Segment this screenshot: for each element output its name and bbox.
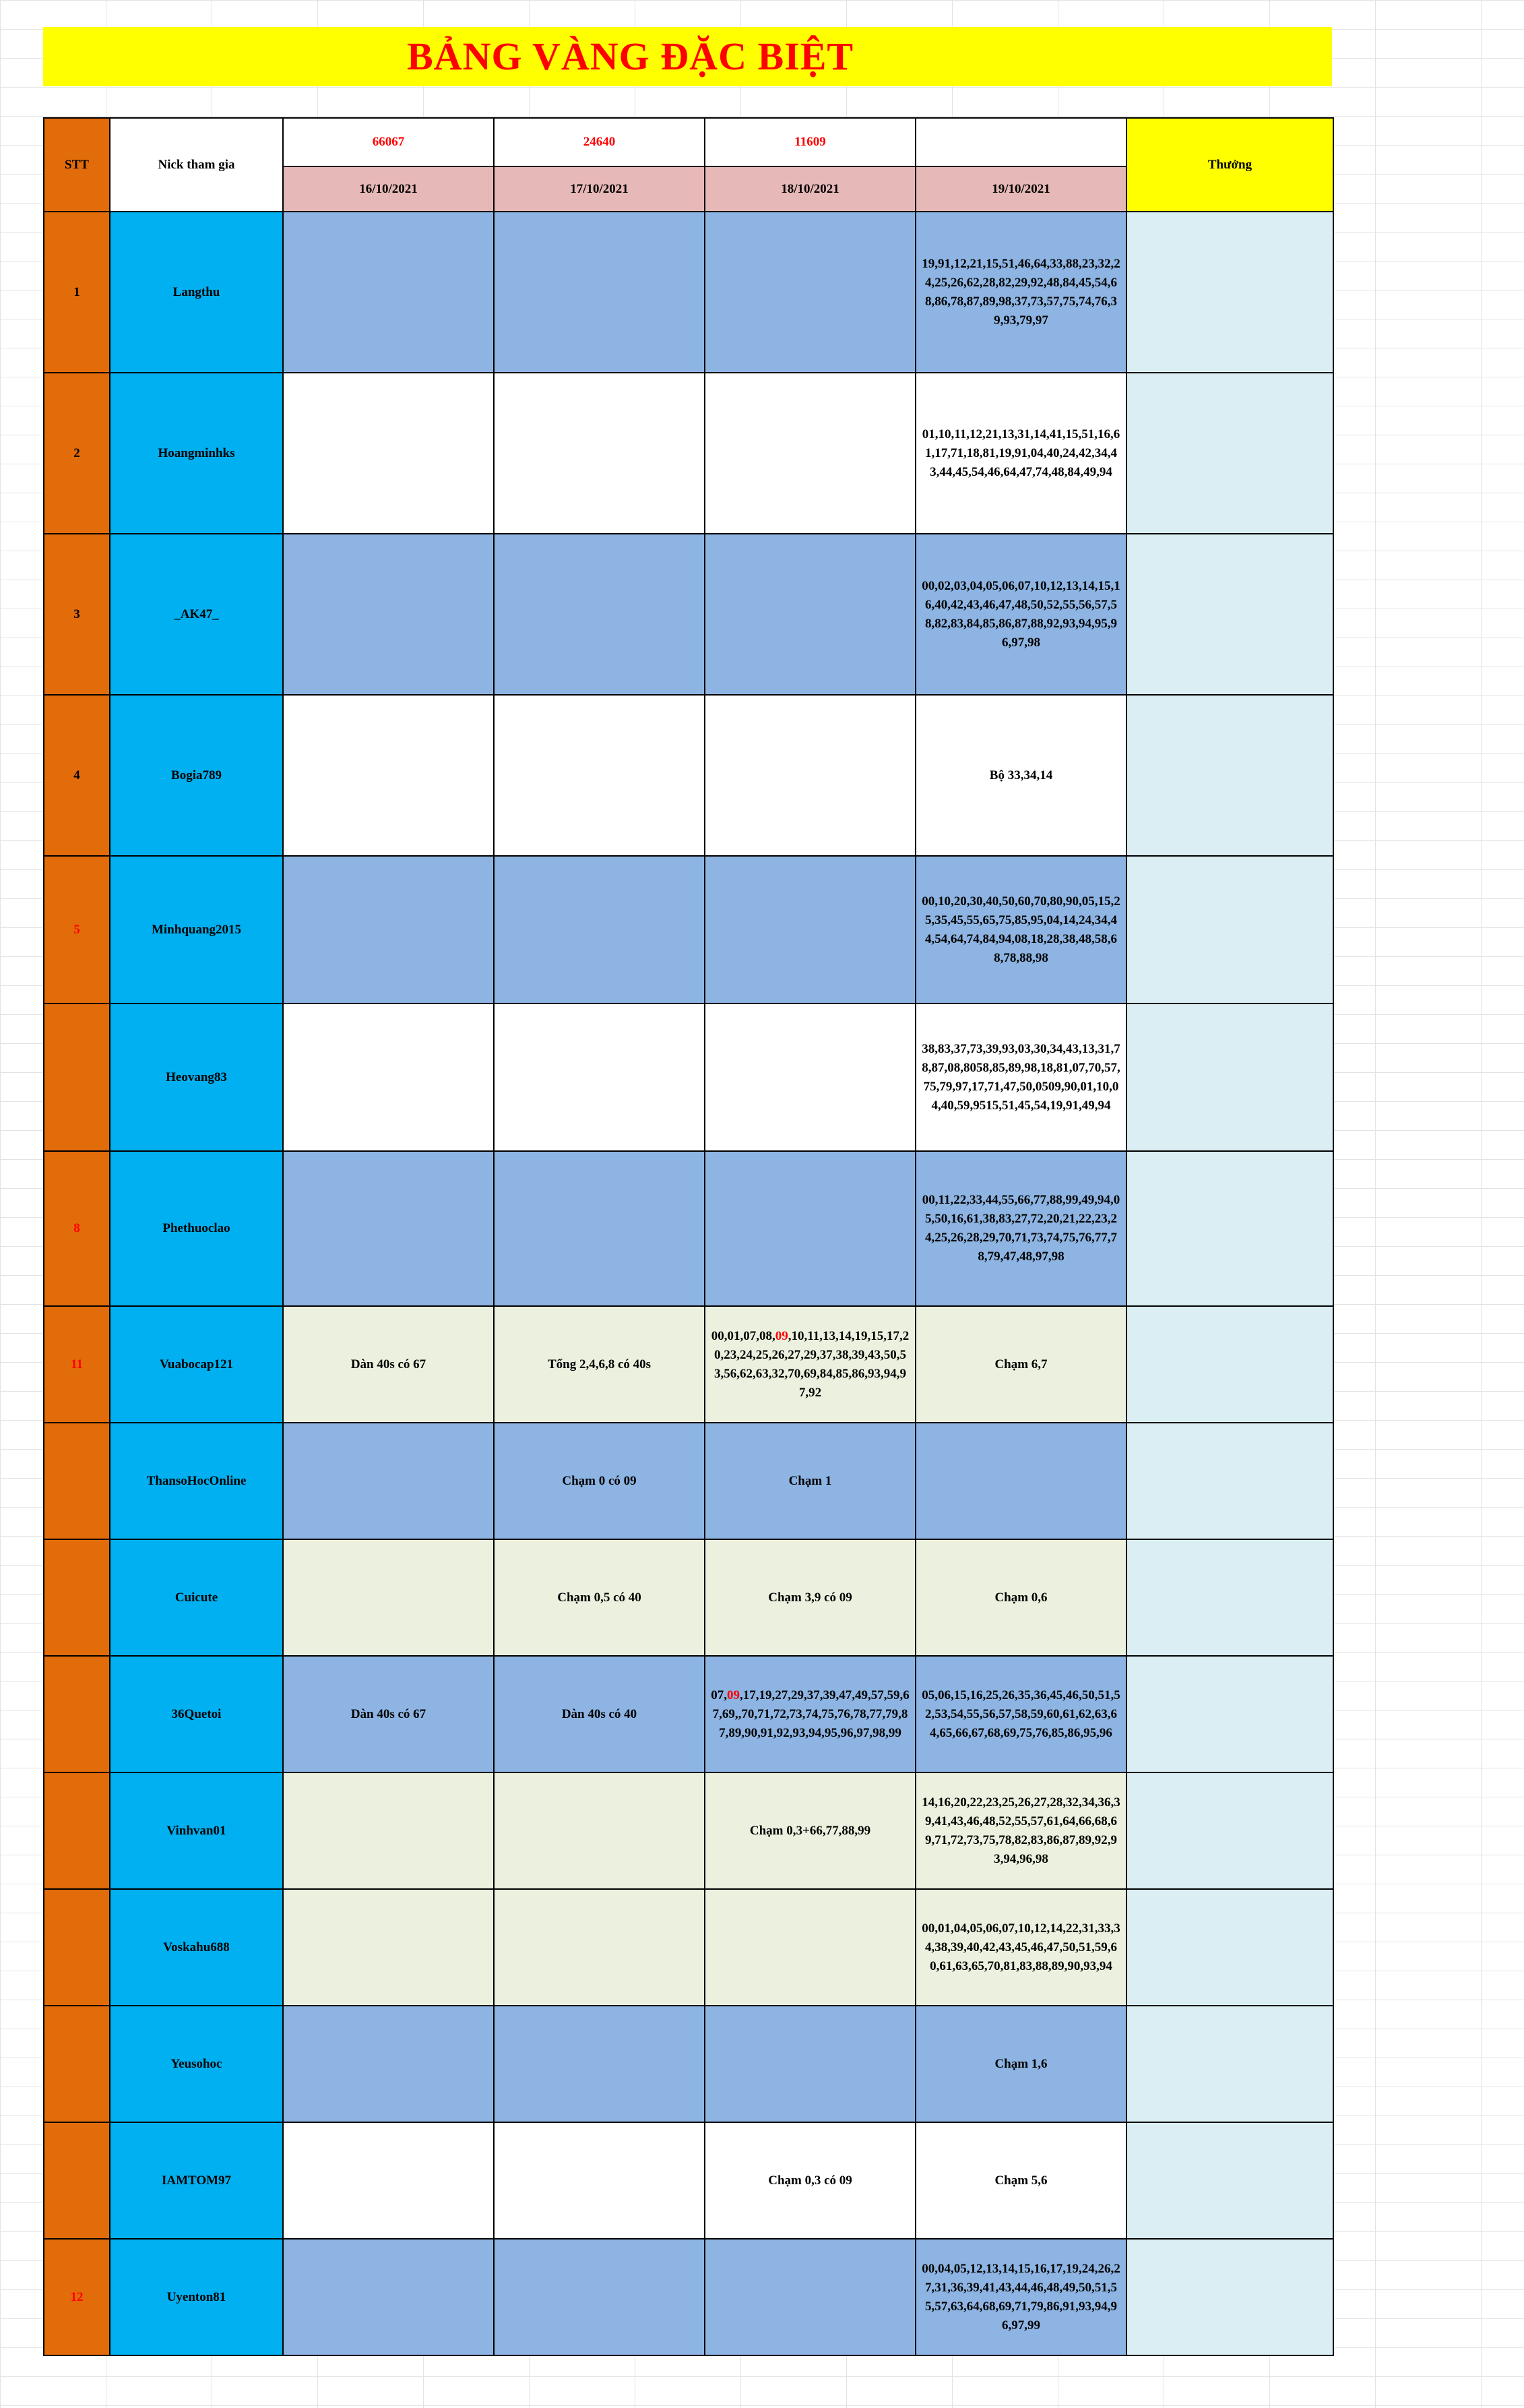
entry-cell-d2 [494, 856, 705, 1004]
entry-cell-d1 [283, 2006, 494, 2122]
entry-cell-d1 [283, 695, 494, 856]
reward-cell [1126, 1306, 1333, 1423]
entry-cell-d3 [705, 1656, 916, 1772]
entry-cell-d1 [283, 2122, 494, 2239]
reward-cell [1126, 1772, 1333, 1889]
nick-cell: Bogia789 [110, 695, 283, 856]
entry-cell-d1 [283, 373, 494, 534]
reward-cell [1126, 212, 1333, 373]
entry-cell-d2 [494, 695, 705, 856]
header-nick: Nick tham gia [110, 118, 283, 212]
nick-cell: 36Quetoi [110, 1656, 283, 1772]
entry-cell-d3 [705, 373, 916, 534]
reward-cell [1126, 695, 1333, 856]
nick-cell: Cuicute [110, 1539, 283, 1656]
entry-cell-d4: 38,83,37,73,39,93,03,30,34,43,13,31,78,87,08,8058,85,89,98,18,81,07,70,57,75,79,97,17,71,47,50,0509,90,01,10,04,40,59,9515,51,45,54,19,91,49,94 [916, 1004, 1126, 1151]
entry-cell-d4: Chạm 1,6 [916, 2006, 1126, 2122]
table-row [44, 1539, 1333, 1656]
header-result-4 [916, 118, 1126, 166]
table-row [44, 695, 1333, 856]
entry-cell-d1: Dàn 40s có 67 [283, 1306, 494, 1423]
nick-cell: Hoangminhks [110, 373, 283, 534]
entry-cell-d2 [494, 1772, 705, 1889]
entry-cell-d3 [705, 856, 916, 1004]
entry-cell-d2 [494, 1151, 705, 1306]
reward-cell [1126, 1889, 1333, 2006]
entry-cell-d3 [705, 1889, 916, 2006]
entry-cell-d3 [705, 2239, 916, 2355]
table-row [44, 1306, 1333, 1423]
table-row [44, 856, 1333, 1004]
entry-cell-d2: Chạm 0,5 có 40 [494, 1539, 705, 1656]
entry-cell-d3 [705, 1306, 916, 1423]
table-row [44, 1889, 1333, 2006]
entry-cell-d3 [705, 2006, 916, 2122]
nick-cell: Heovang83 [110, 1004, 283, 1151]
nick-cell: _AK47_ [110, 534, 283, 695]
header-date-1: 16/10/2021 [283, 166, 494, 212]
entry-cell-d3: Chạm 0,3+66,77,88,99 [705, 1772, 916, 1889]
entry-cell-d4: 14,16,20,22,23,25,26,27,28,32,34,36,39,41,43,46,48,52,55,57,61,64,66,68,69,71,72,73,75,78,82,83,86,87,89,92,93,94,96,98 [916, 1772, 1126, 1889]
header-reward: Thưởng [1126, 118, 1333, 212]
stt-cell [44, 1772, 110, 1889]
entry-cell-d4: 00,10,20,30,40,50,60,70,80,90,05,15,25,35,45,55,65,75,85,95,04,14,24,34,44,54,64,74,84,94,08,18,28,38,48,58,68,78,88,98 [916, 856, 1126, 1004]
reward-cell [1126, 1423, 1333, 1539]
nick-cell: Yeusohoc [110, 2006, 283, 2122]
nick-cell: ThansoHocOnline [110, 1423, 283, 1539]
nick-cell: Uyenton81 [110, 2239, 283, 2355]
entry-cell-d2 [494, 1889, 705, 2006]
stt-cell: 2 [44, 373, 110, 534]
nick-cell: Langthu [110, 212, 283, 373]
entry-cell-d1 [283, 212, 494, 373]
entry-cell-d1 [283, 856, 494, 1004]
entry-cell-d1: Dàn 40s có 67 [283, 1656, 494, 1772]
stt-cell [44, 2006, 110, 2122]
stt-cell: 8 [44, 1151, 110, 1306]
reward-cell [1126, 2006, 1333, 2122]
header-date-4: 19/10/2021 [916, 166, 1126, 212]
entry-text: 00,01,07,08, [711, 1328, 775, 1343]
entry-cell-d3 [705, 1004, 916, 1151]
entry-cell-d2 [494, 2006, 705, 2122]
entry-cell-d1 [283, 1151, 494, 1306]
title-banner [43, 27, 1332, 86]
reward-cell [1126, 1004, 1333, 1151]
entry-cell-d4: 00,04,05,12,13,14,15,16,17,19,24,26,27,31,36,39,41,43,44,46,48,49,50,51,55,57,63,64,68,69,71,79,86,91,93,94,96,97,99 [916, 2239, 1126, 2355]
header-result-3: 11609 [705, 118, 916, 166]
table-row [44, 212, 1333, 373]
entry-cell-d3 [705, 212, 916, 373]
header-row-results [44, 118, 1333, 166]
table-row [44, 1151, 1333, 1306]
entry-cell-d2 [494, 534, 705, 695]
entry-cell-d4: 00,11,22,33,44,55,66,77,88,99,49,94,05,50,16,61,38,83,27,72,20,21,22,23,24,25,26,28,29,70,71,73,74,75,76,77,78,79,47,48,97,98 [916, 1151, 1126, 1306]
entry-cell-d4: 05,06,15,16,25,26,35,36,45,46,50,51,52,53,54,55,56,57,58,59,60,61,62,63,64,65,66,67,68,69,75,76,85,86,95,96 [916, 1656, 1126, 1772]
entry-cell-d3 [705, 534, 916, 695]
stt-cell: 11 [44, 1306, 110, 1423]
entry-cell-d1 [283, 534, 494, 695]
entry-cell-d1 [283, 1004, 494, 1151]
entry-text: 07, [711, 1688, 727, 1702]
header-date-2: 17/10/2021 [494, 166, 705, 212]
table-row [44, 2122, 1333, 2239]
reward-cell [1126, 1151, 1333, 1306]
entry-cell-d2 [494, 1004, 705, 1151]
entry-cell-d3 [705, 1151, 916, 1306]
reward-cell [1126, 856, 1333, 1004]
stt-cell: 12 [44, 2239, 110, 2355]
page-title: BẢNG VÀNG ĐẶC BIỆT [407, 34, 854, 78]
table-row [44, 373, 1333, 534]
header-result-1: 66067 [283, 118, 494, 166]
stt-cell [44, 1423, 110, 1539]
entry-cell-d2 [494, 373, 705, 534]
entry-cell-d2 [494, 2239, 705, 2355]
entry-cell-d2: Dàn 40s có 40 [494, 1656, 705, 1772]
entry-cell-d4 [916, 1423, 1126, 1539]
entry-cell-d1 [283, 1772, 494, 1889]
nick-cell: Phethuoclao [110, 1151, 283, 1306]
entry-cell-d4: 19,91,12,21,15,51,46,64,33,88,23,32,24,25,26,62,28,82,29,92,48,84,45,54,68,86,78,87,89,98,37,73,57,75,74,76,39,93,79,97 [916, 212, 1126, 373]
reward-cell [1126, 2239, 1333, 2355]
entry-cell-d4: Chạm 5,6 [916, 2122, 1126, 2239]
nick-cell: Vuabocap121 [110, 1306, 283, 1423]
highlight-number: 09 [727, 1688, 740, 1702]
entry-cell-d4: Chạm 0,6 [916, 1539, 1126, 1656]
stt-cell [44, 1889, 110, 2006]
entry-cell-d3 [705, 695, 916, 856]
stt-cell: 4 [44, 695, 110, 856]
entry-cell-d3: Chạm 0,3 có 09 [705, 2122, 916, 2239]
entry-cell-d4: Bộ 33,34,14 [916, 695, 1126, 856]
leaderboard-table [43, 117, 1334, 2356]
header-date-3: 18/10/2021 [705, 166, 916, 212]
table-row [44, 1004, 1333, 1151]
reward-cell [1126, 1539, 1333, 1656]
entry-cell-d2: Tổng 2,4,6,8 có 40s [494, 1306, 705, 1423]
stt-cell [44, 1656, 110, 1772]
stt-cell [44, 2122, 110, 2239]
entry-cell-d4: 00,01,04,05,06,07,10,12,14,22,31,33,34,38,39,40,42,43,45,46,47,50,51,59,60,61,63,65,70,81,83,88,89,90,93,94 [916, 1889, 1126, 2006]
stt-cell [44, 1539, 110, 1656]
entry-cell-d1 [283, 1539, 494, 1656]
stt-cell: 3 [44, 534, 110, 695]
table-row [44, 1772, 1333, 1889]
entry-text: ,17,19,27,29,37,39,47,49,57,59,67,69,,70,71,72,73,74,75,76,78,77,79,87,89,90,91,92,93,94,95,96,97,98,99 [712, 1688, 910, 1740]
nick-cell: Minhquang2015 [110, 856, 283, 1004]
nick-cell: Voskahu688 [110, 1889, 283, 2006]
stt-cell [44, 1004, 110, 1151]
entry-cell-d3: Chạm 3,9 có 09 [705, 1539, 916, 1656]
header-result-2: 24640 [494, 118, 705, 166]
reward-cell [1126, 534, 1333, 695]
entry-cell-d2 [494, 212, 705, 373]
reward-cell [1126, 373, 1333, 534]
table-row [44, 534, 1333, 695]
entry-cell-d1 [283, 1889, 494, 2006]
nick-cell: IAMTOM97 [110, 2122, 283, 2239]
entry-cell-d1 [283, 1423, 494, 1539]
stt-cell: 1 [44, 212, 110, 373]
reward-cell [1126, 1656, 1333, 1772]
entry-cell-d3: Chạm 1 [705, 1423, 916, 1539]
header-stt: STT [44, 118, 110, 212]
highlight-number: 09 [775, 1328, 788, 1343]
entry-cell-d4: Chạm 6,7 [916, 1306, 1126, 1423]
table-row [44, 2239, 1333, 2355]
entry-text: ,10,11,13,14,19,15,17,20,23,24,25,26,27,29,37,38,39,43,50,53,56,62,63,32,70,69,84,85,86,93,94,97,92 [714, 1328, 910, 1400]
entry-cell-d4: 01,10,11,12,21,13,31,14,41,15,51,16,61,17,71,18,81,19,91,04,40,24,42,34,43,44,45,54,46,64,47,74,48,84,49,94 [916, 373, 1126, 534]
entry-cell-d1 [283, 2239, 494, 2355]
entry-cell-d4: 00,02,03,04,05,06,07,10,12,13,14,15,16,40,42,43,46,47,48,50,52,55,56,57,58,82,83,84,85,86,87,88,92,93,94,95,96,97,98 [916, 534, 1126, 695]
table-row [44, 2006, 1333, 2122]
table-row [44, 1656, 1333, 1772]
entry-cell-d2: Chạm 0 có 09 [494, 1423, 705, 1539]
nick-cell: Vinhvan01 [110, 1772, 283, 1889]
stt-cell: 5 [44, 856, 110, 1004]
entry-cell-d2 [494, 2122, 705, 2239]
reward-cell [1126, 2122, 1333, 2239]
table-row [44, 1423, 1333, 1539]
